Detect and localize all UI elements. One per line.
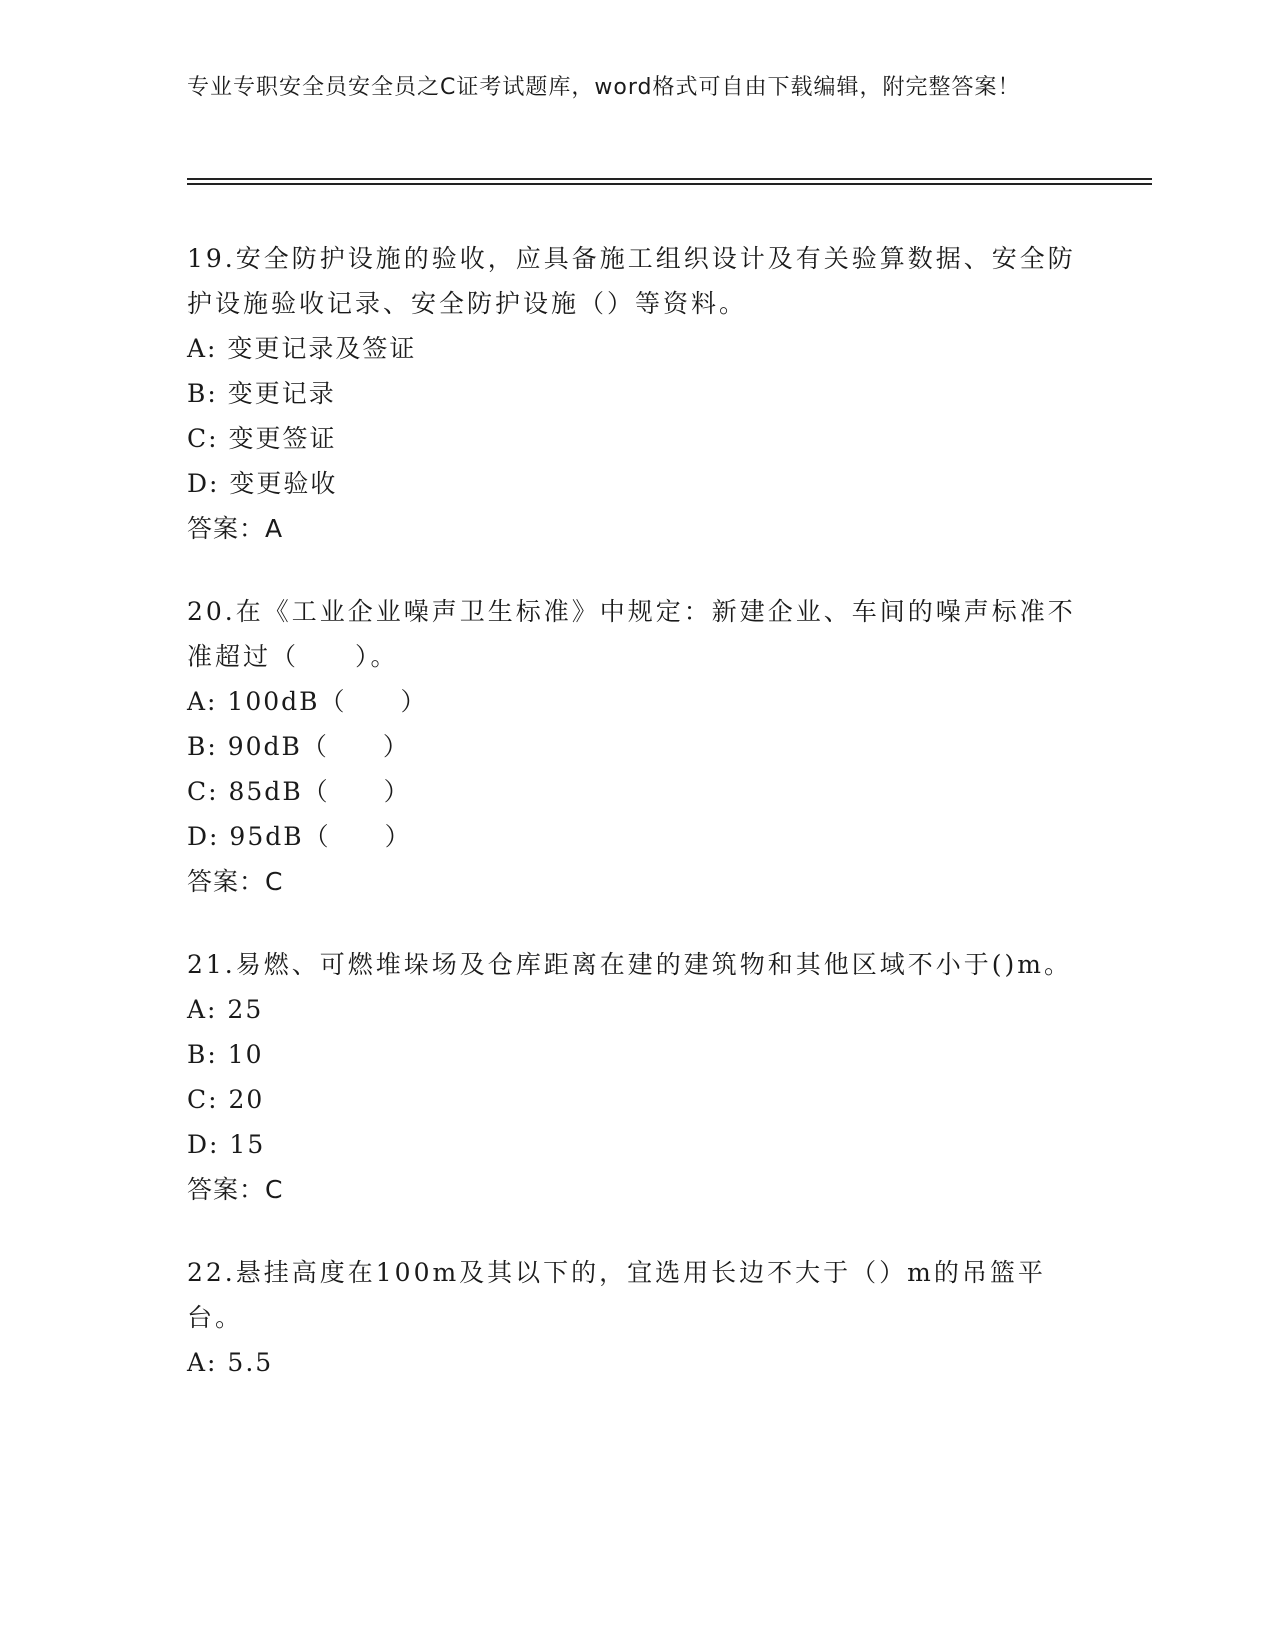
header-divider-bottom xyxy=(187,183,1152,185)
question-list xyxy=(187,236,1077,1423)
answer-label: 答案：C xyxy=(187,867,284,896)
option-c: C: 20 xyxy=(187,1085,265,1114)
question-19 xyxy=(187,236,1077,551)
question-text: 19.安全防护设施的验收，应具备施工组织设计及有关验算数据、安全防护设施验收记录、安全防护设施（）等资料。 xyxy=(187,244,1076,318)
option-a: A: 变更记录及签证 xyxy=(187,334,417,363)
document-header: 专业专职安全员安全员之C证考试题库，word格式可自由下载编辑，附完整答案！ xyxy=(187,75,1021,100)
option-b: B: 变更记录 xyxy=(187,379,336,408)
question-text: 22.悬挂高度在100m及其以下的，宜选用长边不大于（）m的吊篮平台。 xyxy=(187,1258,1046,1332)
option-d: D: 95dB（ ） xyxy=(187,822,412,851)
answer-label: 答案：A xyxy=(187,514,284,543)
question-22 xyxy=(187,1250,1077,1385)
option-a: A: 25 xyxy=(187,995,264,1024)
option-d: D: 15 xyxy=(187,1130,266,1159)
question-text: 21.易燃、可燃堆垛场及仓库距离在建的建筑物和其他区域不小于()m。 xyxy=(187,950,1072,979)
question-21 xyxy=(187,942,1077,1212)
option-b: B: 10 xyxy=(187,1040,264,1069)
answer-label: 答案：C xyxy=(187,1175,284,1204)
question-text: 20.在《工业企业噪声卫生标准》中规定：新建企业、车间的噪声标准不准超过（ ）。 xyxy=(187,597,1076,671)
option-c: C: 85dB（ ） xyxy=(187,777,411,806)
option-a: A: 100dB（ ） xyxy=(187,687,428,716)
option-d: D: 变更验收 xyxy=(187,469,338,498)
option-b: B: 90dB（ ） xyxy=(187,732,410,761)
header-divider-top xyxy=(187,178,1152,180)
question-20 xyxy=(187,589,1077,904)
option-a: A: 5.5 xyxy=(187,1348,274,1377)
option-c: C: 变更签证 xyxy=(187,424,337,453)
